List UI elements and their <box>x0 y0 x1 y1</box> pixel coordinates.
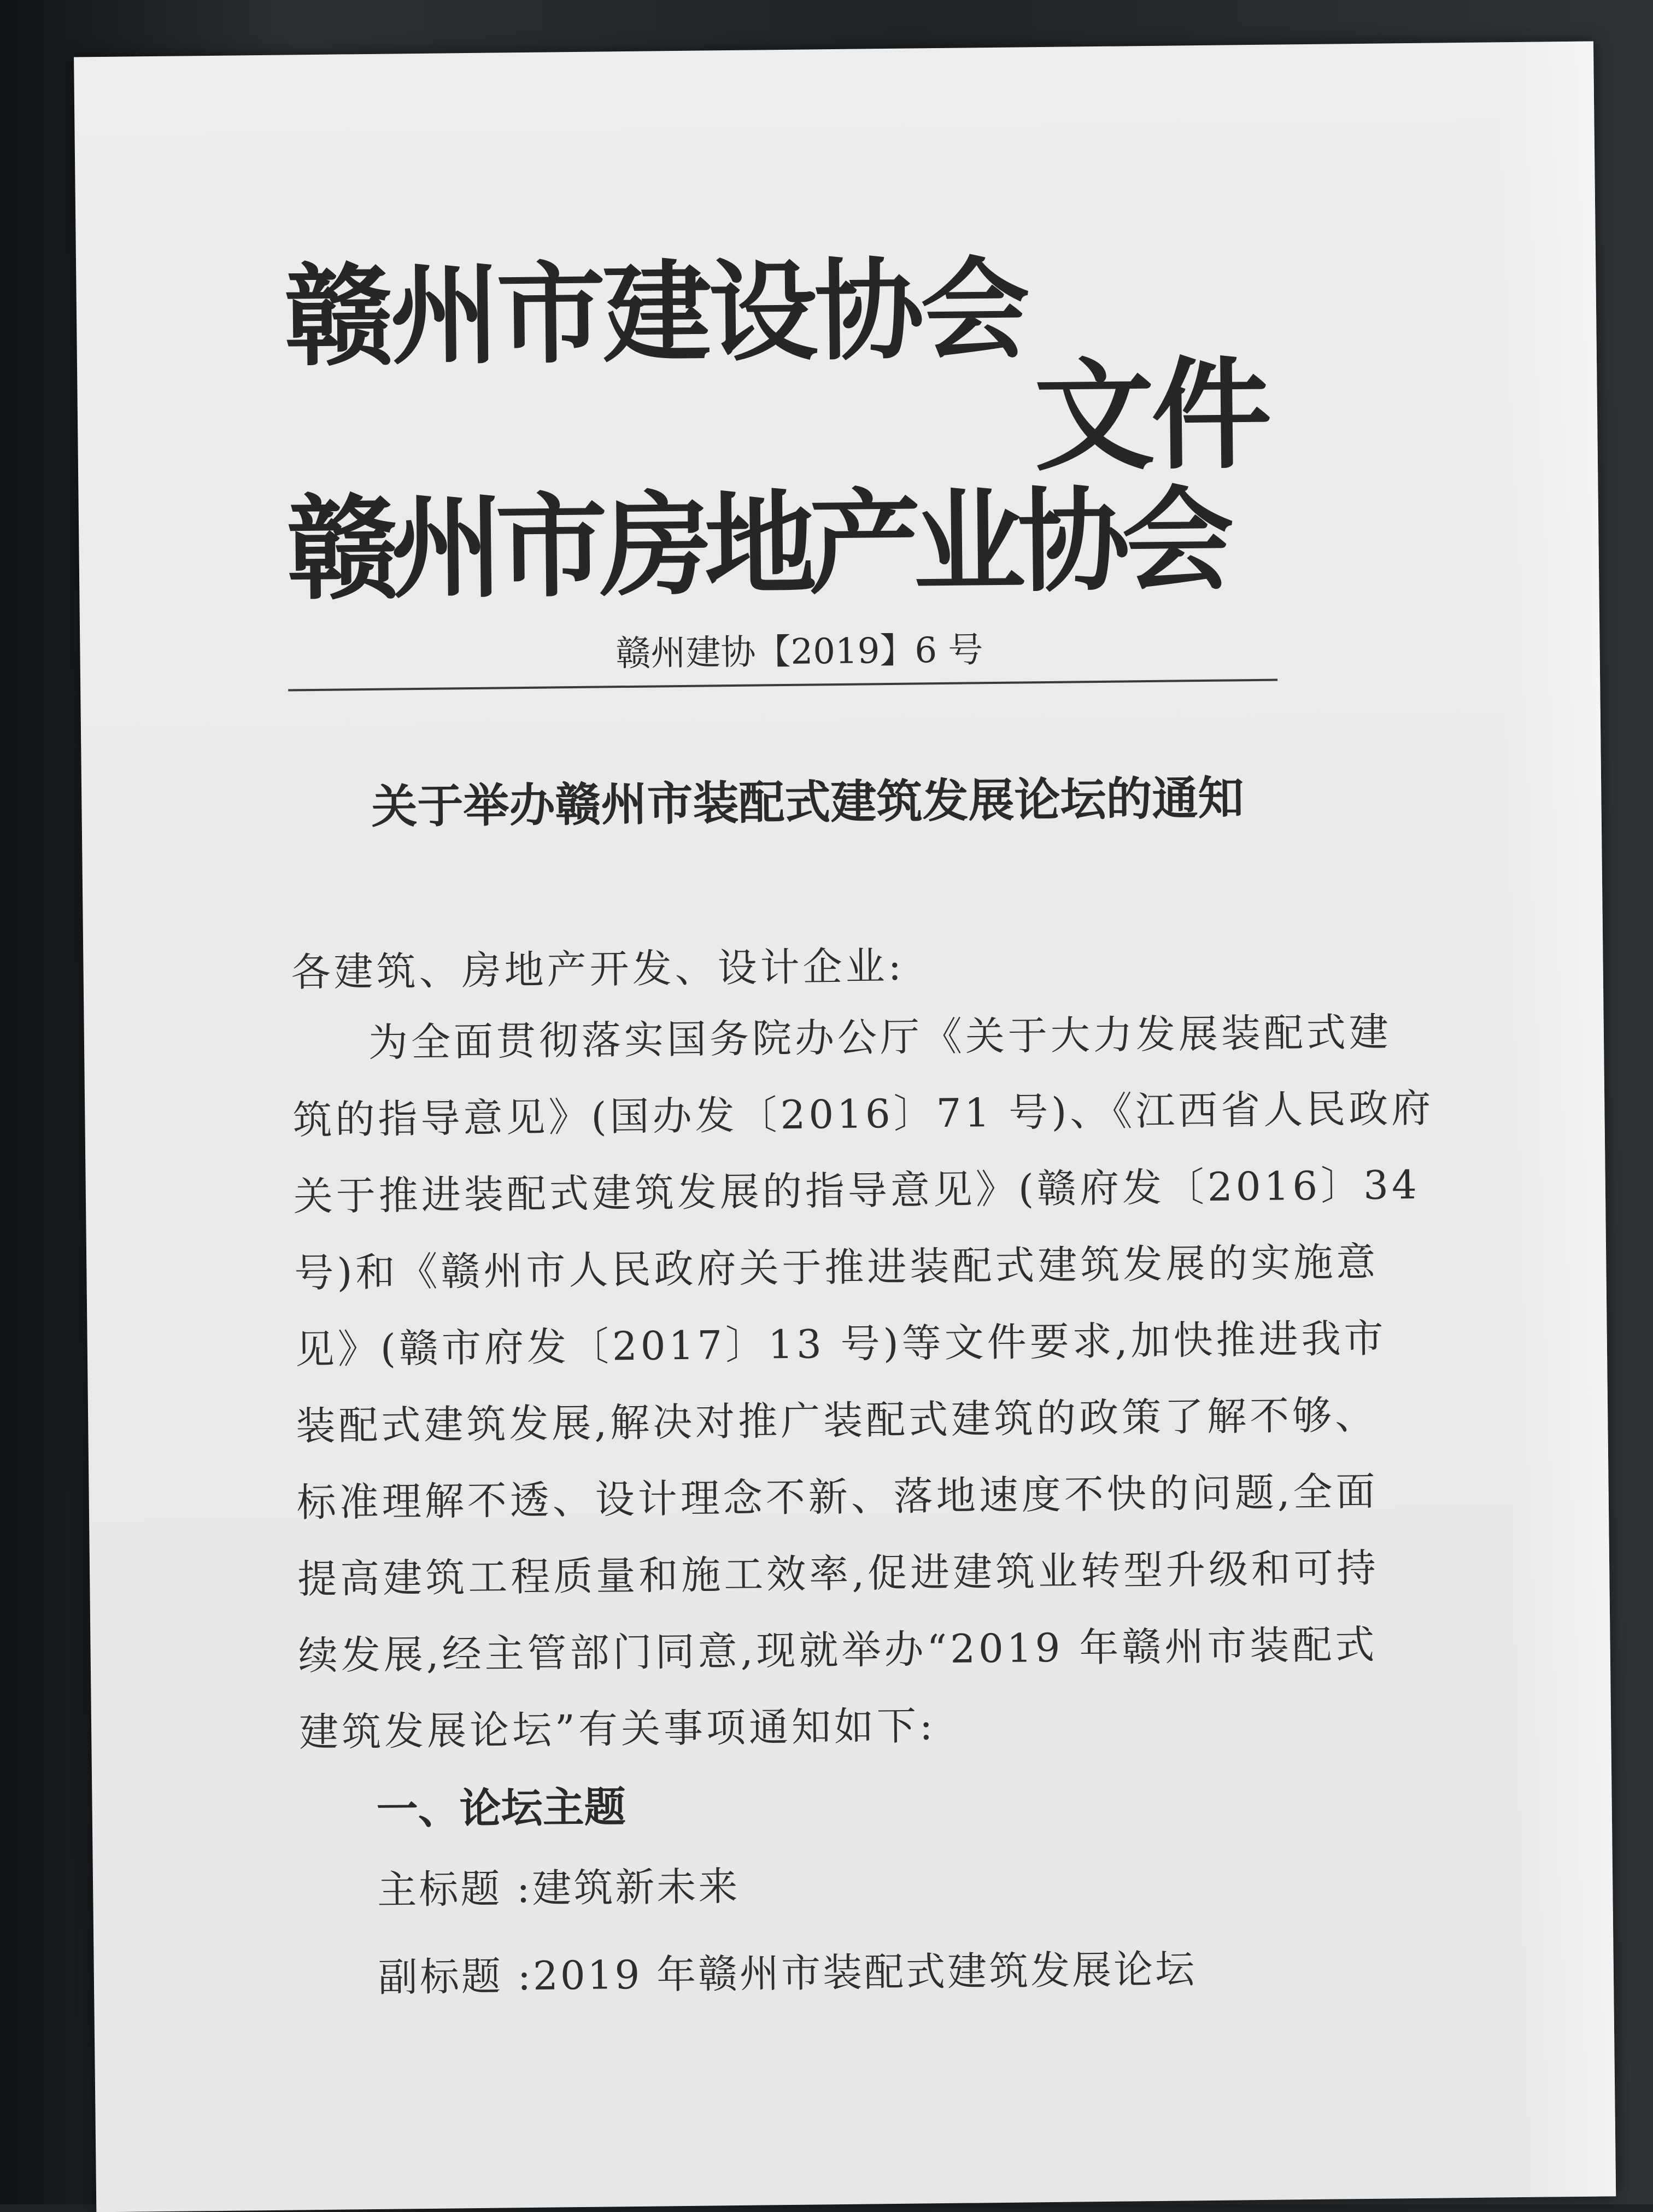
section-heading-forum-theme: 一、论坛主题 <box>376 1782 626 1834</box>
notice-title: 关于举办赣州市装配式建筑发展论坛的通知 <box>371 770 1244 834</box>
issuer-name-1: 赣州市建设协会 <box>283 246 1028 382</box>
document-number: 赣州建协【2019】6 号 <box>616 630 983 675</box>
header-divider <box>288 679 1277 692</box>
body-line: 装配式建筑发展,解决对推广装配式建筑的政策了解不够、 <box>295 1391 1378 1449</box>
body-line: 标准理解不透、设计理念不新、落地速度不快的问题,全面 <box>296 1468 1379 1526</box>
document-page <box>74 41 1616 2212</box>
body-line: 提高建筑工程质量和施工效率,促进建筑业转型升级和可持 <box>297 1544 1380 1602</box>
body-line: 为全面贯彻落实国务院办公厅《关于大力发展装配式建 <box>368 1009 1392 1066</box>
document-type-label: 文件 <box>1033 344 1269 488</box>
issuer-name-2: 赣州市房地产业协会 <box>286 475 1227 616</box>
body-line: 号)和《赣州市人民政府关于推进装配式建筑发展的实施意 <box>294 1238 1379 1296</box>
main-title-line: 主标题 :建筑新未来 <box>377 1863 740 1913</box>
body-line: 筑的指导意见》(国办发〔2016〕71 号)、《江西省人民政府 <box>292 1085 1434 1143</box>
body-line: 续发展,经主管部门同意,现就举办“2019 年赣州市装配式 <box>298 1621 1378 1679</box>
body-line: 建筑发展论坛”有关事项通知如下: <box>298 1702 936 1755</box>
body-line: 见》(赣市府发〔2017〕13 号)等文件要求,加快推进我市 <box>295 1315 1387 1373</box>
body-line: 关于推进装配式建筑发展的指导意见》(赣府发〔2016〕34 <box>293 1161 1421 1220</box>
subtitle-line: 副标题 :2019 年赣州市装配式建筑发展论坛 <box>378 1946 1197 2000</box>
salutation: 各建筑、房地产开发、设计企业: <box>291 943 905 996</box>
